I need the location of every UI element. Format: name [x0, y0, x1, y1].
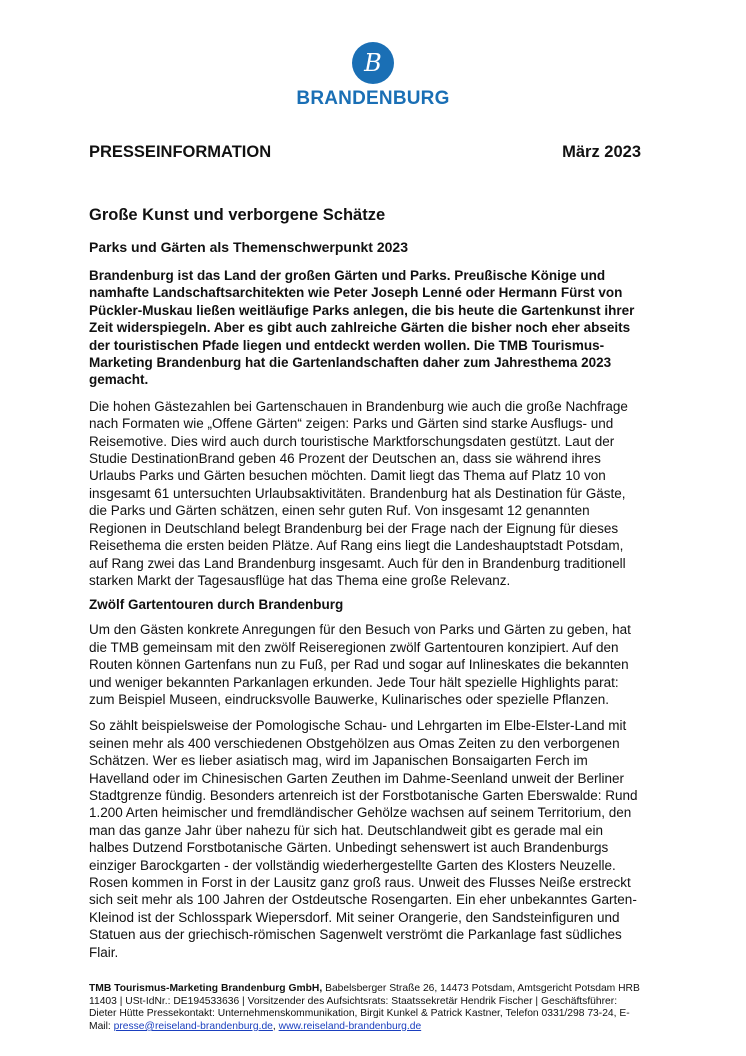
- document-header: [89, 143, 641, 162]
- document-type: PRESSEINFORMATION: [89, 143, 272, 161]
- brandenburg-logo-icon: [352, 42, 394, 84]
- footer-email-link[interactable]: presse@reiseland-brandenburg.de: [113, 1020, 273, 1032]
- article-title: Große Kunst und verborgene Schätze: [89, 206, 386, 224]
- press-release-body: [89, 143, 641, 961]
- brandenburg-logo: [0, 42, 746, 110]
- lead-paragraph: Brandenburg ist das Land der großen Gärten und Parks. Preußische Könige und namhafte Landschaftsarchitekten wie Peter Joseph Lenné oder Hermann Fürst von Pückler-Muskau ließen weitläufige Parks anlegen, die bis heute die Gartenkunst ihrer Zeit widerspiegeln. Aber es gibt auch zahlreiche Gärten die bisher noch eher abseits der touristischen Pfade liegen und entdeckt werden wollen. Die TMB Tourismus-Marketing Brandenburg hat die Gartenlandschaften daher zum Jahresthema 2023 gemacht.: [89, 268, 635, 388]
- footer-text: Babelsberger Straße 26, 14473 Potsdam, Amtsgericht Potsdam HRB 11403 | USt-IdNr.: DE194533636 | Vorsitzender des Aufsichtsrats: Staatssekretär Hendrik Fischer | Geschäftsführer: Dieter Hütte Pressekontakt: Unternehmenskommunikation, Birgit Kunkel & Patrick Kastner, Telefon 0331/298 73-24, E-Mail:: [89, 983, 640, 1032]
- document-date: März 2023: [562, 143, 641, 161]
- article-subtitle: Parks und Gärten als Themenschwerpunkt 2023: [89, 239, 409, 255]
- body-paragraph-1: Die hohen Gästezahlen bei Gartenschauen in Brandenburg wie auch die große Nachfrage nach Formaten wie „Offene Gärten“ zeigen: Parks und Gärten sind starke Ausflugs- und Reisemotive. Dies wird auch durch touristische Marktforschungsdaten gestützt. Laut der Studie DestinationBrand geben 46 Prozent der Deutschen an, dass sie während ihres Urlaubs Parks und Gärten besuchen möchten. Damit liegt das Thema auf Platz 10 von insgesamt 61 untersuchten Urlaubsaktivitäten. Brandenburg hat als Destination für Gäste, die Parks und Gärten schätzen, einen sehr guten Ruf. Von insgesamt 12 genannten Regionen in Deutschland belegt Brandenburg bei der Frage nach der Eignung für dieses Reisethema die ersten beiden Plätze. Auf Rang eins liegt die Landeshauptstadt Potsdam, auf Rang zwei das Land Brandenburg insgesamt. Auch für den in Brandenburg traditionell starken Markt der Tagesausflüge hat das Thema eine große Relevanz.: [89, 398, 628, 588]
- body-paragraph-2: Um den Gästen konkrete Anregungen für den Besuch von Parks und Gärten zu geben, hat die TMB gemeinsam mit den zwölf Reiseregionen zwölf Gartentouren konzipiert. Auf den Routen können Gartenfans nun zu Fuß, per Rad und sogar auf Inlineskates die bekannten und weniger bekannten Parkanlagen erkunden. Jede Tour hält spezielle Highlights parat: zum Beispiel Museen, eindrucksvolle Bauwerke, Kulinarisches oder spezielle Pflanzen.: [89, 622, 631, 707]
- section-heading: Zwölf Gartentouren durch Brandenburg: [89, 597, 344, 613]
- footer-website-link[interactable]: www.reiseland-brandenburg.de: [278, 1020, 422, 1032]
- footer-separator: ,: [272, 1020, 279, 1032]
- body-paragraph-3: So zählt beispielsweise der Pomologische Schau- und Lehrgarten im Elbe-Elster-Land mit seinen mehr als 400 verschiedenen Obstgehölzen aus Omas Zeiten zu den verborgenen Schätzen. Wer es lieber asiatisch mag, wird im Japanischen Bonsaigarten Ferch im Havelland oder im Chinesischen Garten Zeuthen im Dahme-Seenland unweit der Berliner Stadtgrenze fündig. Besonders artenreich ist der Forstbotanische Garten Eberswalde: Rund 1.200 Arten heimischer und fremdländischer Gehölze wachsen auf seinem Territorium, den man das ganze Jahr über nahezu für sich hat. Deutschlandweit gibt es gerade mal ein halbes Dutzend Forstbotanische Gärten. Unbedingt sehenswert ist auch Brandenburgs einziger Barockgarten - der vollständig wiederhergestellte Garten des Klosters Neuzelle. Rosen kommen in Forst in der Lausitz ganz groß raus. Unweit des Flusses Neiße erstreckt sich seit mehr als 100 Jahren der Ostdeutsche Rosengarten. Ein eher unbekanntes Garten-Kleinod ist der Schlosspark Wiepersdorf. Mit seiner Orangerie, den Sandsteinfiguren und Statuen aus der griechisch-römischen Sagenwelt verströmt die Parkanlage fast südliches Flair.: [89, 718, 638, 960]
- footer-company: TMB Tourismus-Marketing Brandenburg GmbH,: [89, 983, 323, 994]
- logo-wordmark: BRANDENBURG: [296, 88, 450, 109]
- footer-imprint: [89, 983, 641, 1033]
- svg-text:B: B: [364, 49, 382, 77]
